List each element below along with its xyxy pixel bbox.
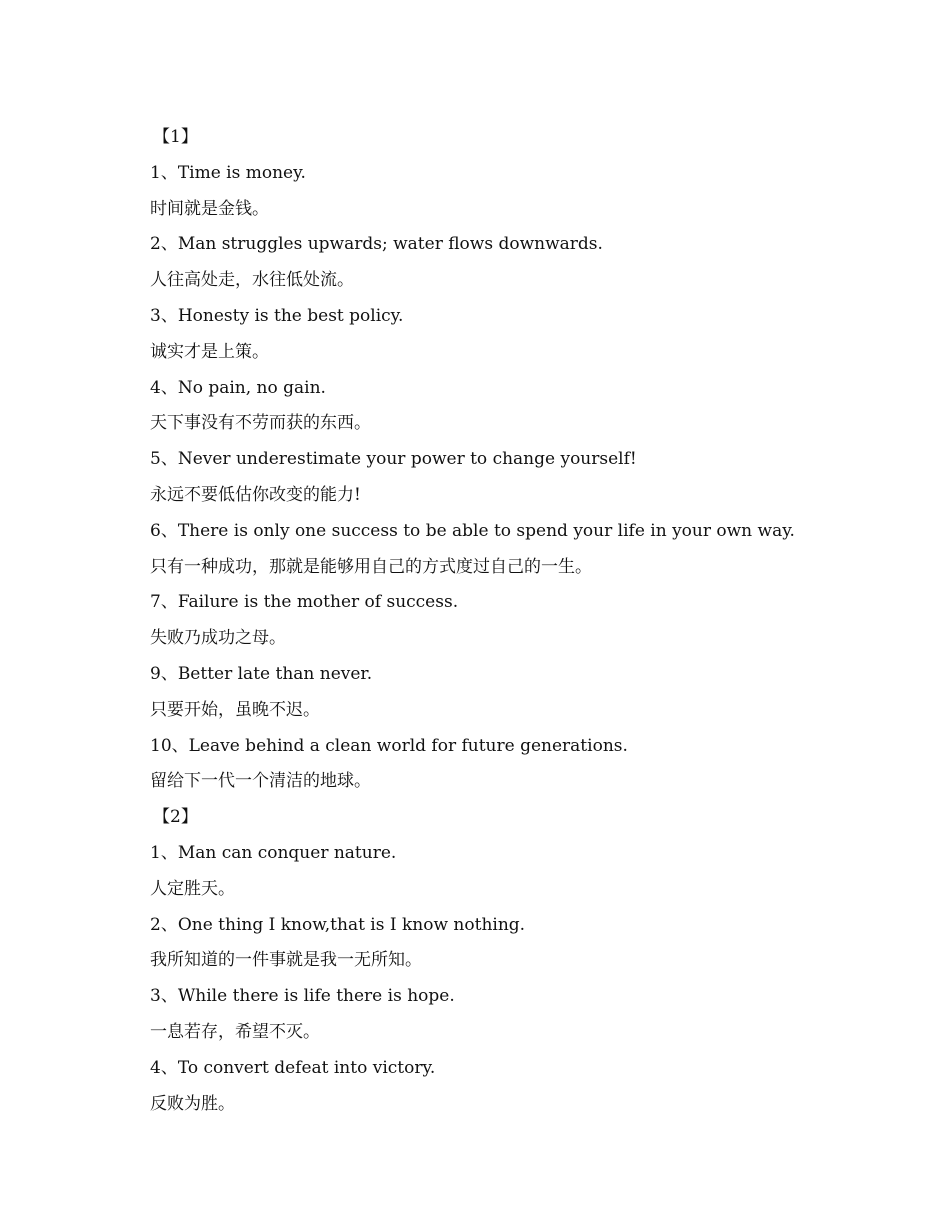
- english-proverb: 1、Time is money.: [150, 162, 306, 183]
- section-heading: 【1】: [153, 127, 198, 147]
- english-proverb: 9、Better late than never.: [150, 663, 373, 684]
- english-proverb: 2、Man struggles upwards; water flows downwards.: [150, 234, 603, 255]
- chinese-translation: 时间就是金钱。: [150, 198, 269, 219]
- english-proverb: 4、No pain, no gain.: [150, 377, 326, 398]
- english-proverb: 1、Man can conquer nature.: [150, 842, 397, 863]
- document-body: [150, 120, 910, 1122]
- chinese-translation: 诚实才是上策。: [150, 341, 269, 362]
- chinese-translation: 失败乃成功之母。: [150, 628, 286, 649]
- chinese-translation: 只有一种成功，那就是能够用自己的方式度过自己的一生。: [150, 556, 592, 577]
- section-heading: 【2】: [153, 807, 198, 828]
- chinese-translation: 留给下一代一个清洁的地球。: [150, 771, 371, 792]
- english-proverb: 2、One thing I know,that is I know nothing.: [150, 914, 526, 935]
- chinese-translation: 只要开始，虽晚不迟。: [150, 699, 320, 720]
- chinese-translation: 永远不要低估你改变的能力!: [150, 484, 361, 505]
- english-proverb: 4、To convert defeat into victory.: [150, 1057, 436, 1078]
- chinese-translation: 人往高处走，水往低处流。: [150, 270, 354, 291]
- english-proverb: 7、Failure is the mother of success.: [150, 592, 459, 613]
- english-proverb: 3、Honesty is the best policy.: [150, 305, 404, 326]
- chinese-translation: 我所知道的一件事就是我一无所知。: [150, 950, 422, 971]
- english-proverb: 5、Never underestimate your power to change yourself!: [150, 449, 637, 470]
- chinese-translation: 反败为胜。: [150, 1093, 235, 1114]
- chinese-translation: 人定胜天。: [150, 878, 235, 899]
- chinese-translation: 一息若存，希望不灭。: [150, 1021, 320, 1042]
- english-proverb: 3、While there is life there is hope.: [150, 986, 455, 1007]
- english-proverb: 6、There is only one success to be able to spend your life in your own way.: [150, 520, 795, 541]
- english-proverb: 10、Leave behind a clean world for future generations.: [150, 735, 628, 756]
- chinese-translation: 天下事没有不劳而获的东西。: [150, 413, 371, 434]
